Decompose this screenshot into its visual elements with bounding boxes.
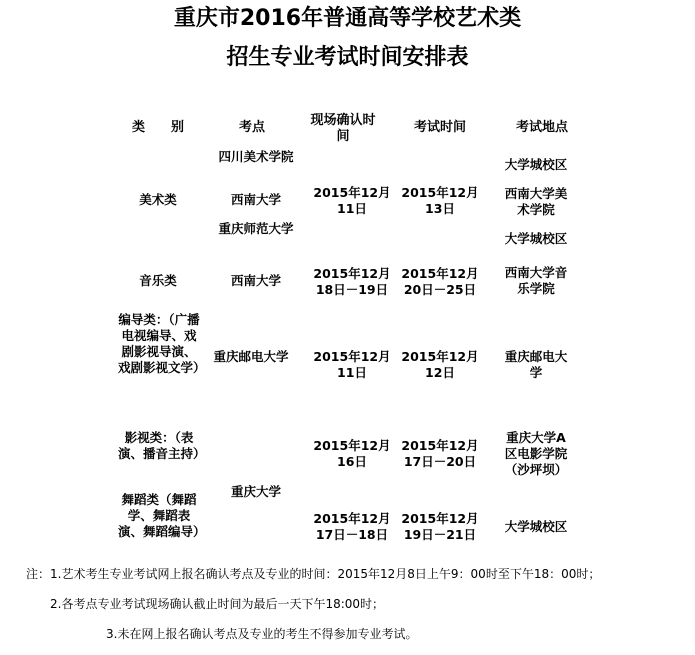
- header-confirm-time: 现场确认时间: [310, 113, 376, 144]
- row-meishu-confirm: 2015年12月11日: [313, 185, 391, 216]
- row-wudao-exam-time: 2015年12月19日－21日: [401, 511, 479, 542]
- row-yingshi-place: 重庆大学A区电影学院（沙坪坝）: [504, 430, 568, 477]
- row-meishu-exam-time: 2015年12月13日: [401, 185, 479, 216]
- row-yinyue-category: 音乐类: [139, 273, 177, 288]
- row-meishu-venue-1: 四川美术学院: [218, 149, 294, 164]
- note-prefix: 注：: [26, 567, 51, 581]
- note-1: [26, 566, 600, 582]
- header-category: 类 别: [131, 120, 184, 135]
- row-biandao-venue: 重庆邮电大学: [213, 349, 289, 364]
- note-3: 3.未在网上报名确认考点及专业的考生不得参加专业考试。: [106, 627, 418, 641]
- note-1-text: 1.艺术考生专业考试网上报名确认考点及专业的时间：2015年12月8日上午9：00时至下午18：00时；: [50, 567, 601, 581]
- row-biandao-confirm: 2015年12月11日: [313, 349, 391, 380]
- row-biandao-place: 重庆邮电大学: [504, 349, 568, 380]
- row-meishu-category: 美术类: [139, 192, 177, 207]
- row-yingshi-confirm: 2015年12月16日: [313, 438, 391, 469]
- header-venue: 考点: [238, 120, 265, 135]
- row-biandao-category: 编导类：（广播电视编导、戏剧影视导演、戏剧影视文学）: [118, 312, 206, 375]
- row-meishu-place-3: 大学城校区: [504, 231, 568, 246]
- row-yingshi-exam-time: 2015年12月17日－20日: [401, 438, 479, 469]
- row-meishu-venue-3: 重庆师范大学: [218, 221, 294, 236]
- row-meishu-place-2: 西南大学美术学院: [504, 186, 568, 217]
- row-wudao-confirm: 2015年12月17日－18日: [313, 511, 391, 542]
- row-wudao-category: 舞蹈类（舞蹈学、舞蹈表演、舞蹈编导）: [118, 492, 206, 539]
- row-meishu-venue-2: 西南大学: [230, 192, 281, 207]
- row-biandao-exam-time: 2015年12月12日: [401, 349, 479, 380]
- row-yingshi-category: 影视类：（表演、播音主持）: [118, 430, 206, 461]
- row-meishu-place-1: 大学城校区: [504, 157, 568, 172]
- row-yinyue-confirm: 2015年12月18日－19日: [313, 266, 391, 297]
- row-yinyue-venue: 西南大学: [230, 273, 281, 288]
- row-yinyue-place: 西南大学音乐学院: [504, 265, 568, 296]
- document-title-line1: 重庆市2016年普通高等学校艺术类: [173, 6, 522, 31]
- note-2: 2.各考点专业考试现场确认截止时间为最后一天下午18:00时；: [50, 597, 385, 611]
- row-yinyue-exam-time: 2015年12月20日－25日: [401, 266, 479, 297]
- header-exam-place: 考试地点: [515, 120, 568, 135]
- row-yingshi-venue: 重庆大学: [230, 484, 281, 499]
- header-exam-time: 考试时间: [413, 120, 466, 135]
- row-wudao-place: 大学城校区: [504, 519, 568, 534]
- document-title-line2: 招生专业考试时间安排表: [226, 45, 469, 70]
